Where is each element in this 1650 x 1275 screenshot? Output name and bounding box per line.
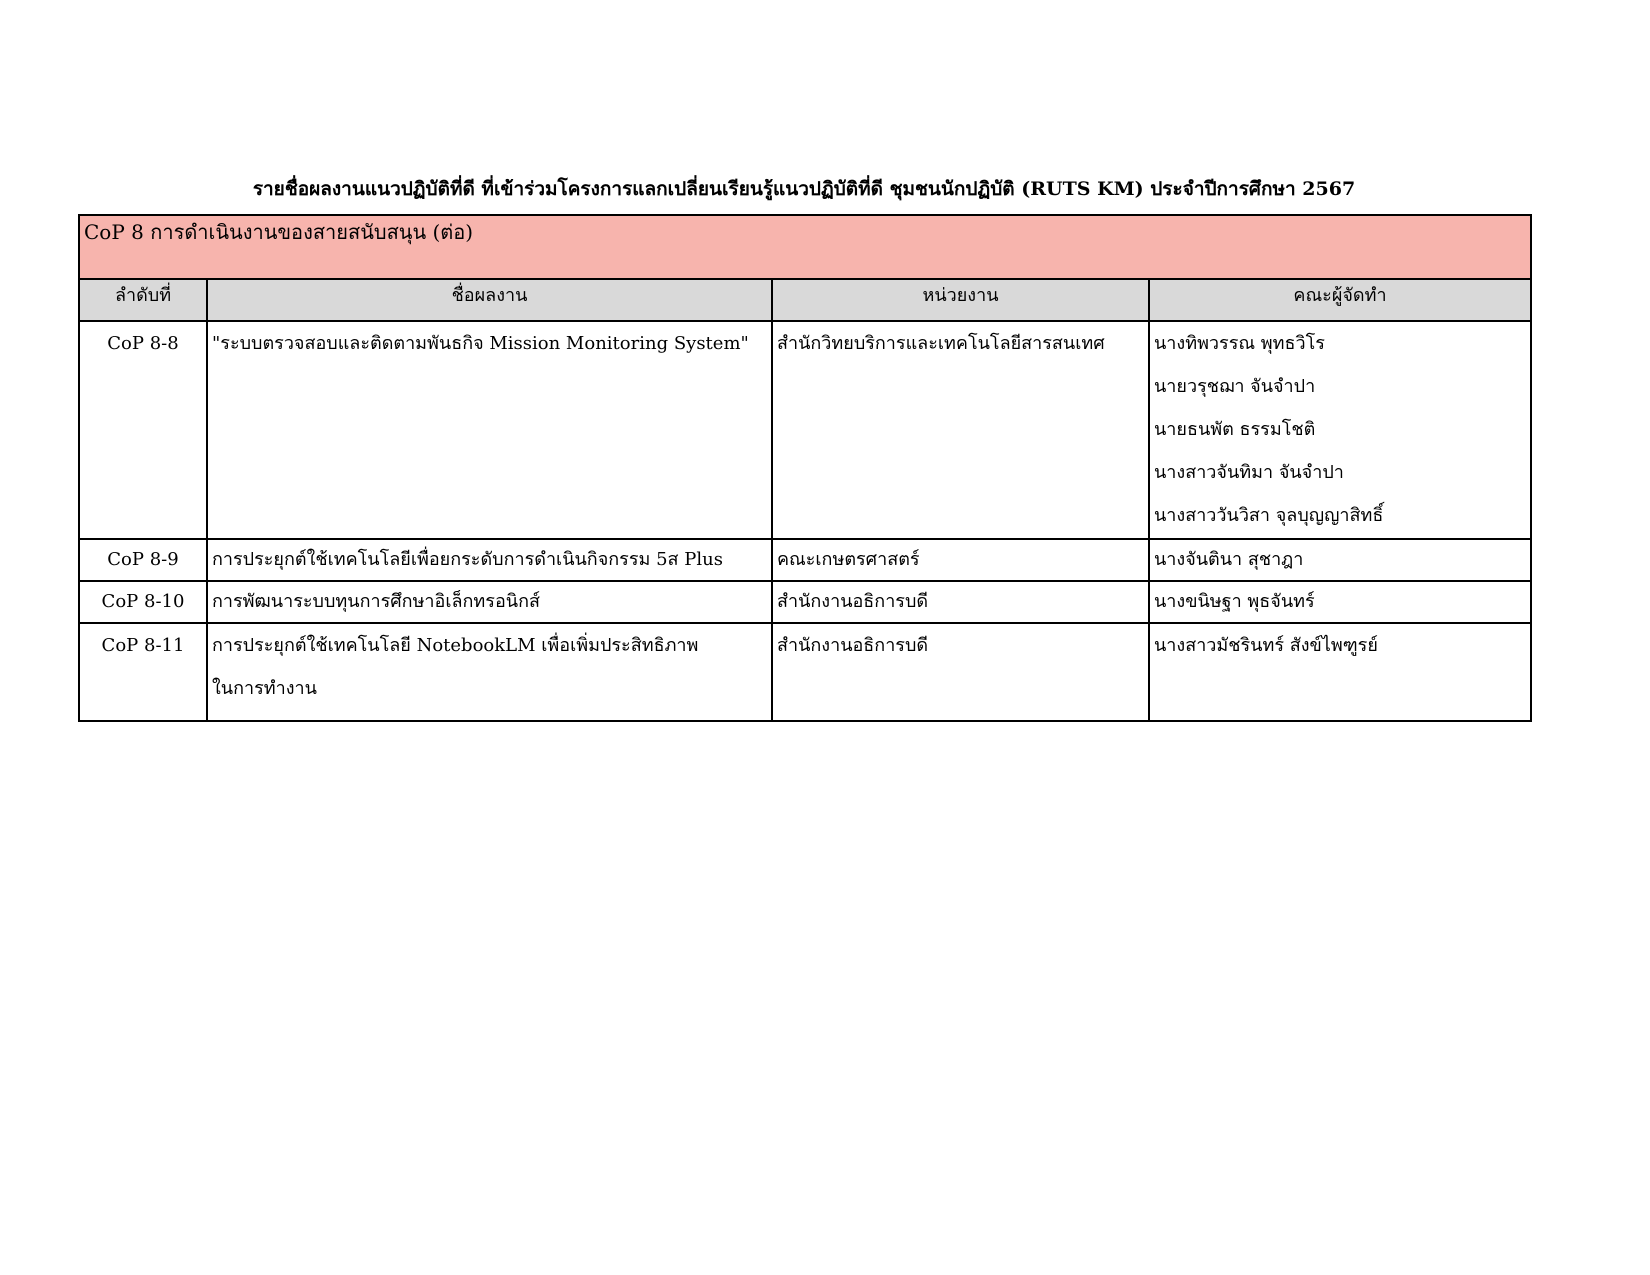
table-row xyxy=(79,539,1531,581)
cell-seq: CoP 8-8 xyxy=(79,321,207,539)
document-title: รายชื่อผลงานแนวปฏิบัติที่ดี ที่เข้าร่วมโครงการแลกเปลี่ยนเรียนรู้แนวปฏิบัติที่ดี ชุมชนนักปฏิบัติ (RUTS KM) ประจำปีการศึกษา 2567 xyxy=(252,178,1356,200)
cell-seq: CoP 8-9 xyxy=(79,539,207,581)
cell-work: การพัฒนาระบบทุนการศึกษาอิเล็กทรอนิกส์ xyxy=(207,581,772,623)
cell-seq: CoP 8-10 xyxy=(79,581,207,623)
cell-work: การประยุกต์ใช้เทคโนโลยี NotebookLM เพื่อเพิ่มประสิทธิภาพ ในการทำงาน xyxy=(207,623,772,721)
author-name: นางจันตินา สุชาฎา xyxy=(1154,549,1304,570)
table-row xyxy=(79,321,1531,539)
author-name: นางขนิษฐา พุธจันทร์ xyxy=(1154,591,1315,612)
column-header-work: ชื่อผลงาน xyxy=(207,279,772,321)
section-header-row xyxy=(79,215,1531,279)
cell-seq: CoP 8-11 xyxy=(79,623,207,721)
column-header-unit: หน่วยงาน xyxy=(772,279,1149,321)
table-row xyxy=(79,581,1531,623)
section-title: CoP 8 การดำเนินงานของสายสนับสนุน (ต่อ) xyxy=(79,215,1531,279)
column-header-row xyxy=(79,279,1531,321)
author-name: นางทิพวรรณ พุทธวิโร xyxy=(1154,333,1325,354)
cell-unit: สำนักงานอธิการบดี xyxy=(772,623,1149,721)
table-row xyxy=(79,623,1531,721)
author-name: นางสาววันวิสา จุลบุญญาสิทธิ์ xyxy=(1154,505,1384,526)
cell-authors xyxy=(1149,321,1531,539)
cell-work: การประยุกต์ใช้เทคโนโลยีเพื่อยกระดับการดำเนินกิจกรรม 5ส Plus xyxy=(207,539,772,581)
author-name: นายธนพัต ธรรมโชติ xyxy=(1154,419,1316,440)
column-header-seq: ลำดับที่ xyxy=(79,279,207,321)
author-name: นางสาวจันทิมา จันจำปา xyxy=(1154,462,1344,483)
cell-authors xyxy=(1149,539,1531,581)
best-practice-table xyxy=(78,214,1532,722)
cell-unit: คณะเกษตรศาสตร์ xyxy=(772,539,1149,581)
cell-authors xyxy=(1149,581,1531,623)
author-name: นางสาวมัชรินทร์ สังข์ไพฑูรย์ xyxy=(1154,635,1378,656)
author-name: นายวรุชฌา จันจำปา xyxy=(1154,376,1316,397)
cell-unit: สำนักงานอธิการบดี xyxy=(772,581,1149,623)
column-header-authors: คณะผู้จัดทำ xyxy=(1149,279,1531,321)
cell-work: "ระบบตรวจสอบและติดตามพันธกิจ Mission Monitoring System" xyxy=(207,321,772,539)
cell-authors xyxy=(1149,623,1531,721)
cell-unit: สำนักวิทยบริการและเทคโนโลยีสารสนเทศ xyxy=(772,321,1149,539)
